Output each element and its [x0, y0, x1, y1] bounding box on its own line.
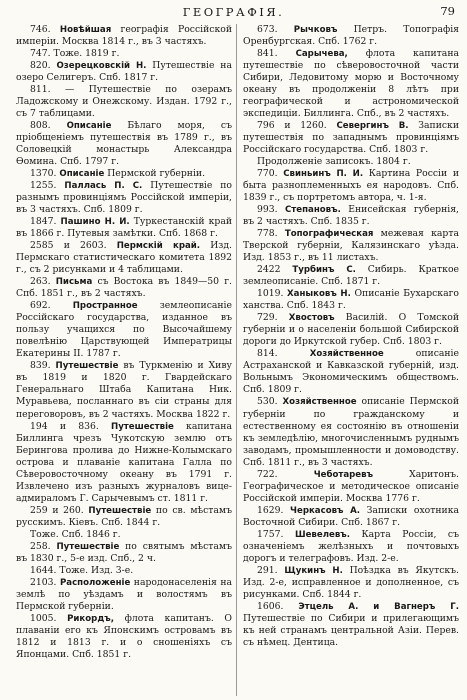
- entry-keyword: Описаніе: [66, 121, 112, 132]
- catalog-entry: [16, 565, 232, 577]
- entry-text: Харитонъ. Географическое и методическое описаніе Россійской имперіи. Москва 1776 г.: [243, 468, 459, 504]
- catalog-entry: [243, 469, 459, 505]
- entry-keyword: Паллась П. С.: [64, 181, 143, 192]
- entry-number: 530.: [257, 396, 283, 408]
- entry-number: 1255.: [30, 180, 65, 192]
- entry-keyword: Топографическая: [284, 229, 374, 240]
- entry-text: географія Россійской имперіи. Москва 1814 г., въ 3 частяхъ.: [16, 24, 232, 48]
- entry-text: описаніе Пермской губерніи по гражданскому и естественному ея состоянію въ отношеніи къ земледѣлію, многочисленнымъ руднымъ заводамъ, промышленности и домоводству. Спб. 1811 г., въ 3 частяхъ.: [243, 396, 459, 468]
- catalog-entry: [243, 312, 459, 348]
- page-header: [0, 4, 467, 20]
- entry-number: 811.: [30, 84, 66, 96]
- entry-text: Поѣздка въ Якутскъ. Изд. 2-е, исправленное и дополненное, съ рисунками. Спб. 1844 г.: [243, 564, 459, 600]
- entry-text: по св. мѣстамъ русскимъ. Кіевъ. Спб. 1844 г.: [16, 504, 232, 528]
- entry-keyword: Сарычева,: [295, 49, 348, 60]
- entry-text: съ Востока въ 1849—50 г. Спб. 1851 г., въ 2 частяхъ.: [16, 276, 232, 300]
- entry-number: 2585 и 2603.: [30, 240, 117, 252]
- page-number: 79: [440, 4, 455, 18]
- catalog-entry: [243, 204, 459, 228]
- entry-keyword: Хозяйственное: [309, 349, 384, 360]
- entry-text: описаніе Астраханской и Кавказской губерній, изд. Вольнымъ Экономическимъ обществомъ. Спб. 1809 г.: [243, 348, 459, 396]
- catalog-entry: [243, 168, 459, 204]
- catalog-entry: [16, 276, 232, 300]
- catalog-entry: [16, 216, 232, 240]
- entry-text: Путешествіе на озеро Селигеръ. Спб. 1817 г.: [16, 60, 232, 84]
- column-divider: [236, 24, 237, 696]
- entry-number: 258.: [30, 540, 57, 552]
- entry-keyword: Рычковъ: [293, 25, 338, 35]
- entry-number: 291.: [257, 564, 285, 576]
- entry-text: Описаніе Бухарскаго ханства. Спб. 1843 г.: [243, 288, 460, 312]
- entry-number: 770.: [257, 168, 284, 180]
- entry-number: 1847.: [30, 216, 61, 228]
- entry-text: Путешествіе по Сибири и прилегающимъ къ ней странамъ центральной Азіи. Перев. съ нѣмец. Дентица.: [243, 612, 459, 648]
- entry-keyword: Расположеніе: [59, 577, 131, 588]
- entry-keyword: Новѣйшая: [59, 25, 112, 35]
- entry-number: 722.: [257, 468, 314, 480]
- entry-number: 747.: [30, 48, 54, 60]
- catalog-entry: [16, 360, 232, 420]
- catalog-entry: [16, 421, 232, 505]
- entry-keyword: Чеботаревъ: [313, 469, 374, 480]
- entry-text: межевая карта Тверской губерніи, Калязинскаго уѣзда. Изд. 1853 г., въ 11 листахъ.: [243, 228, 459, 264]
- entry-keyword: Шевелевъ.: [294, 529, 350, 540]
- running-title: ГЕОГРАФІЯ.: [182, 5, 285, 19]
- entry-keyword: Письма: [55, 277, 93, 288]
- catalog-entry: [16, 240, 232, 276]
- entry-keyword: Ханыковъ Н.: [287, 289, 351, 300]
- entry-text: Тоже. 1819 г.: [53, 48, 120, 60]
- entry-number: 1757.: [257, 528, 295, 540]
- entry-number: 993.: [257, 204, 285, 216]
- entry-keyword: Путешествіе: [88, 505, 152, 516]
- entry-keyword: Озерецковскій Н.: [56, 61, 147, 72]
- catalog-entry: [243, 529, 459, 565]
- entry-text: флота капитанъ. О плаваніи его къ Японскимъ островамъ въ 1812 и 1813 г. и о сношеніяхъ съ Японцами. Спб. 1851 г.: [16, 612, 232, 660]
- entry-keyword: Путешествіе: [56, 541, 120, 552]
- entry-keyword: Пашино Н. И.: [60, 217, 130, 228]
- entry-number: 2422: [257, 264, 293, 276]
- entry-keyword: Пермскій край.: [116, 241, 201, 252]
- catalog-entry: [16, 60, 232, 84]
- entry-number: 692.: [30, 300, 73, 312]
- entry-text: Бѣлаго моря, съ пріобщеніемъ путешествія въ 1789 г., въ Соловецкій монастырь Александра Ѳомина. Спб. 1797 г.: [16, 120, 233, 168]
- catalog-entry: [243, 264, 459, 288]
- entry-text: Записки охотника Восточной Сибири. Спб. 1867 г.: [243, 504, 459, 528]
- entry-number: 796 и 1260.: [257, 120, 337, 132]
- catalog-entry: [16, 168, 232, 180]
- entry-keyword: Хозяйственное: [282, 397, 357, 408]
- entry-keyword: Описаніе: [59, 169, 105, 180]
- catalog-entry: [243, 228, 459, 264]
- entry-keyword: Рикордъ,: [67, 613, 114, 624]
- entry-keyword: Путешествіе: [111, 421, 174, 432]
- right-column: [243, 24, 459, 649]
- entry-keyword: Турбинъ С.: [292, 265, 356, 276]
- entry-number: 841.: [257, 48, 296, 60]
- entry-keyword: Этцель А. и Вагнеръ Г.: [298, 601, 460, 612]
- entry-number: 263.: [30, 276, 56, 288]
- entry-number: 1005.: [30, 612, 68, 624]
- catalog-entry: [16, 24, 232, 48]
- catalog-entry: [16, 541, 232, 565]
- left-column: [16, 24, 232, 661]
- entry-text: Картина Россіи и быта разноплеменныхъ ея народовъ. Спб. 1839 г., съ портретомъ автора, ч. 1-я.: [243, 168, 459, 204]
- entry-number: 839.: [30, 360, 56, 372]
- entry-text: въ Туркменію и Хиву въ 1819 и 1820 г. Гвардейскаго Генеральнаго Штаба Капитана Ник. Муравьева, посланнаго въ сіи страны для переговоровъ, въ 2 частяхъ. Москва 1822 г.: [16, 360, 232, 420]
- entry-number: 1370.: [30, 168, 60, 180]
- catalog-entry: [16, 577, 232, 613]
- entry-number: 1629.: [257, 504, 291, 516]
- entry-number: 1019.: [257, 288, 288, 300]
- entry-text: Петръ. Топографія Оренбургская. Спб. 1762 г.: [243, 24, 459, 48]
- entry-text: Тоже. Спб. 1846 г.: [30, 528, 121, 540]
- catalog-entry: [16, 529, 232, 541]
- entry-text: Путешествіе по разнымъ провинціямъ Россійской имперіи, въ 3 частяхъ. Спб. 1809 г.: [16, 180, 232, 216]
- entry-number: 746.: [30, 24, 60, 35]
- entry-keyword: Черкасовъ А.: [290, 505, 361, 516]
- entry-number: 1606.: [257, 600, 299, 612]
- catalog-entry: [243, 24, 459, 48]
- catalog-entry: [16, 613, 232, 661]
- catalog-entry: [16, 180, 232, 216]
- entry-text: Пермской губерніи.: [104, 168, 206, 180]
- entry-keyword: Щукинъ Н.: [284, 565, 343, 576]
- entry-text: Изд. Пермскаго статистическаго комитета 1892 г., съ 2 рисунками и 4 таблицами.: [16, 240, 232, 276]
- catalog-entry: [243, 565, 459, 601]
- entry-text: Карта Россіи, съ означеніемъ желѣзныхъ и почтовыхъ дорогъ и телеграфовъ. Изд. 2-е.: [243, 528, 459, 564]
- entry-text: Тоже. Изд. 3-е.: [59, 564, 134, 576]
- entry-keyword: Хвостовъ: [288, 313, 335, 324]
- entry-keyword: Путешествіе: [55, 361, 119, 372]
- entry-text: Записки путешествія по западнымъ провинціямъ Россійскаго государства. Спб. 1803 г.: [243, 120, 459, 156]
- catalog-entry: [243, 505, 459, 529]
- entry-text: Василій. О Томской губерніи и о населеніи большой Сибирской дороги до Иркутской губер. Спб. 1803 г.: [243, 312, 459, 348]
- entry-number: 673.: [257, 24, 294, 35]
- entry-number: 778.: [257, 228, 285, 240]
- entry-number: 194 и 836.: [30, 420, 111, 432]
- catalog-entry: [16, 120, 232, 168]
- catalog-entry: [243, 601, 459, 649]
- catalog-entry: [243, 48, 459, 120]
- entry-number: 259 и 260.: [30, 504, 89, 516]
- catalog-entry: [16, 48, 232, 60]
- entry-text: Продолженіе записокъ. 1804 г.: [257, 156, 411, 168]
- entry-text: землеописаніе Россійскаго государства, изданное въ пользу учащихся по Высочайшему повелѣнію Царствующей Императрицы Екатерины II. 1787 г.: [16, 300, 232, 360]
- entry-text: флота капитана путешествіе по сѣверовосточной части Сибири, Ледовитому морю и Восточному океану въ продолженіи 8 лѣтъ при географической и астрономической экспедиціи. Биллинга. Спб., въ 2 частяхъ.: [243, 48, 459, 120]
- entry-keyword: Свиньинъ П. И.: [283, 169, 364, 180]
- entry-text: — Путешествіе по озерамъ Ладожскому и Онежскому. Издан. 1792 г., съ 7 таблицами.: [16, 84, 232, 120]
- entry-keyword: Пространное: [72, 301, 138, 312]
- entry-number: 820.: [30, 60, 57, 72]
- catalog-entry: [243, 396, 459, 468]
- entry-text: Енисейская губернія, въ 2 частяхъ. Спб. 1835 г.: [243, 204, 459, 228]
- entry-number: 814.: [257, 348, 310, 360]
- entry-text: Туркестанскій край въ 1866 г. Путевыя замѣтки. Спб. 1868 г.: [16, 216, 232, 240]
- entry-number: 729.: [257, 312, 289, 324]
- catalog-entry: [16, 84, 232, 120]
- catalog-entry: [243, 288, 459, 312]
- entry-text: народонаселенія на землѣ по уѣздамъ и волостямъ въ Пермской губерніи.: [16, 576, 233, 612]
- catalog-entry: [16, 300, 232, 360]
- catalog-entry: [16, 505, 232, 529]
- entry-keyword: Степановъ.: [284, 205, 341, 216]
- entry-text: по святымъ мѣстамъ въ 1830 г., 5-е изд. Спб., 2 ч.: [16, 540, 232, 564]
- entry-keyword: Севергинъ В.: [336, 121, 409, 132]
- catalog-entry: [243, 156, 459, 168]
- catalog-entry: [243, 120, 459, 156]
- entry-text: капитана Биллинга чрезъ Чукотскую землю отъ Берингова пролива до Нижне-Колымскаго острова и плаваніе капитана Галла по Сѣверовосточному океану въ 1791 г. Извлечено изъ разныхъ журналовъ вице-адмираломъ Г. Сарычевымъ ст. 1811 г.: [16, 420, 232, 504]
- entry-number: 808.: [30, 120, 67, 132]
- entry-number: 2103.: [30, 576, 60, 588]
- entry-text: Сибирь. Краткое землеописаніе. Спб. 1871 г.: [243, 264, 459, 288]
- entry-number: 1644.: [30, 564, 60, 576]
- catalog-entry: [243, 348, 459, 396]
